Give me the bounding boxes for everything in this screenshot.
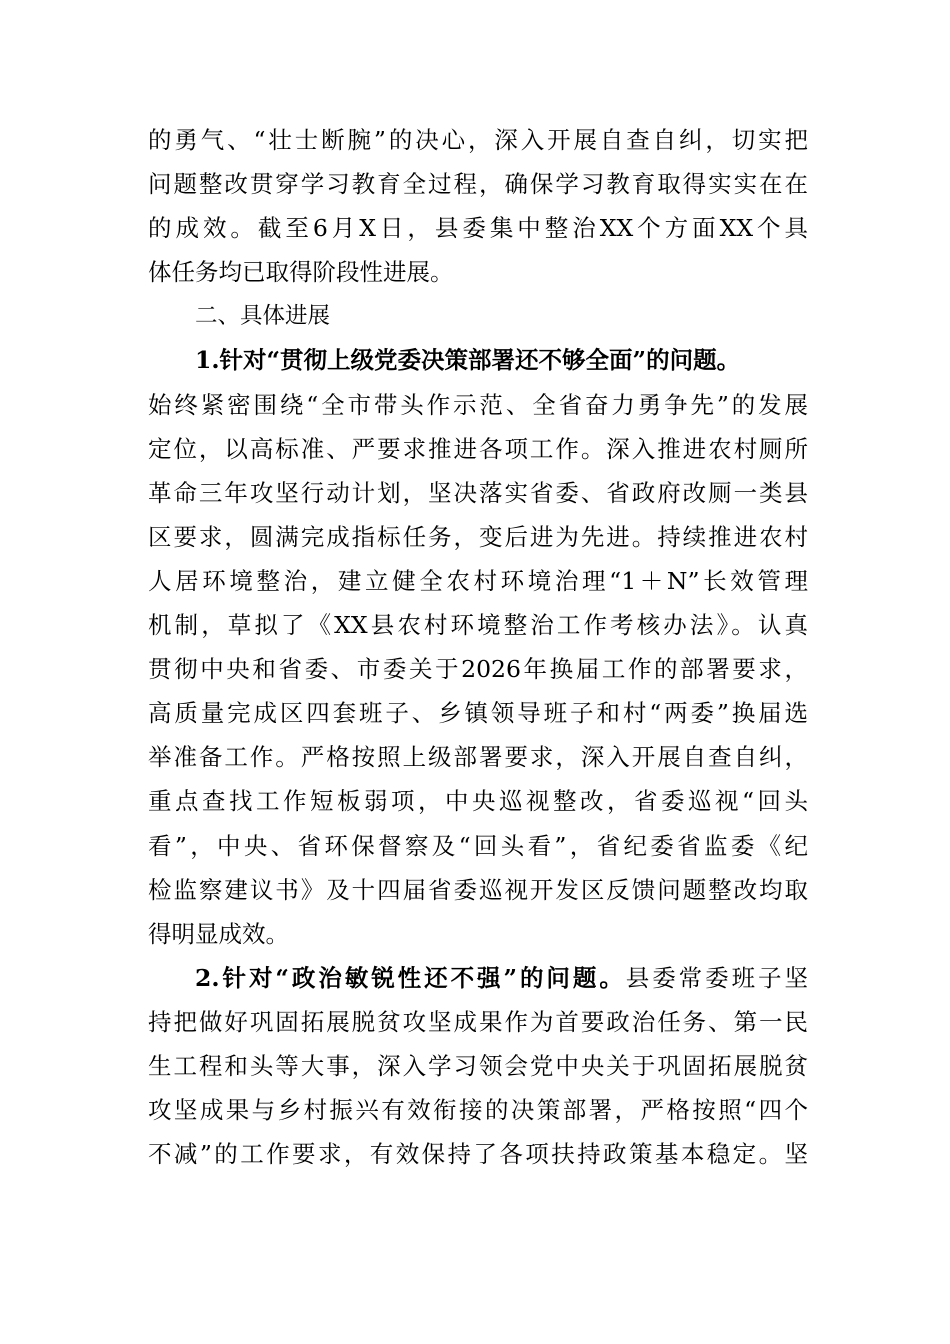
item1-line-2: 定位，以高标准、严要求推进各项工作。深入推进农村厕所 <box>148 434 808 463</box>
item1-line-7: 贯彻中央和省委、市委关于2026年换届工作的部署要求， <box>148 655 808 684</box>
item1-line-12: 检监察建议书》及十四届省委巡视开发区反馈问题整改均取 <box>148 875 808 904</box>
document-page <box>148 118 808 1176</box>
item2-first-line <box>148 956 808 1000</box>
item1-line-3: 革命三年攻坚行动计划，坚决落实省委、省政府改厕一类县 <box>148 478 808 507</box>
item1-line-6: 机制，草拟了《XX县农村环境整治工作考核办法》。认真 <box>148 611 808 640</box>
section-heading: 二、具体进展 <box>195 303 331 330</box>
item1-line-8: 高质量完成区四套班子、乡镇领导班子和村“两委”换届选 <box>148 699 808 728</box>
item2-line-4: 不减”的工作要求，有效保持了各项扶持政策基本稳定。坚 <box>148 1140 808 1169</box>
item1-line-10: 重点查找工作短板弱项，中央巡视整改，省委巡视“回头 <box>148 787 808 816</box>
item1-title: 1.针对“贯彻上级党委决策部署还不够全面”的问题。 <box>195 346 741 375</box>
item1-line-13: 得明显成效。 <box>148 919 289 948</box>
item2-line-2: 生工程和头等大事，深入学习领会党中央关于巩固拓展脱贫 <box>148 1051 808 1080</box>
item1-line-9: 举准备工作。严格按照上级部署要求，深入开展自查自纠， <box>148 743 808 772</box>
item1-line-1: 始终紧密围绕“全市带头作示范、全省奋力勇争先”的发展 <box>148 390 808 419</box>
intro-line-2: 问题整改贯穿学习教育全过程，确保学习教育取得实实在在 <box>148 170 808 199</box>
item1-line-11: 看”，中央、省环保督察及“回头看”，省纪委省监委《纪 <box>148 831 808 860</box>
item2-line-3: 攻坚成果与乡村振兴有效衔接的决策部署，严格按照“四个 <box>148 1096 808 1125</box>
item2-line-1: 持把做好巩固拓展脱贫攻坚成果作为首要政治任务、第一民 <box>148 1007 808 1036</box>
item1-line-5: 人居环境整治，建立健全农村环境治理“1＋N”长效管理 <box>148 566 808 595</box>
item2-first-line-rest: 县委常委班子坚 <box>625 963 808 992</box>
item1-line-4: 区要求，圆满完成指标任务，变后进为先进。持续推进农村 <box>148 522 808 551</box>
intro-line-1: 的勇气、“壮士断腕”的决心，深入开展自查自纠，切实把 <box>148 126 808 154</box>
item2-title: 2.针对“政治敏锐性还不强”的问题。 <box>195 963 626 992</box>
intro-line-3: 的成效。截至6月X日，县委集中整治XX个方面XX个具 <box>148 214 808 243</box>
intro-line-4: 体任务均已取得阶段性进展。 <box>148 258 454 287</box>
